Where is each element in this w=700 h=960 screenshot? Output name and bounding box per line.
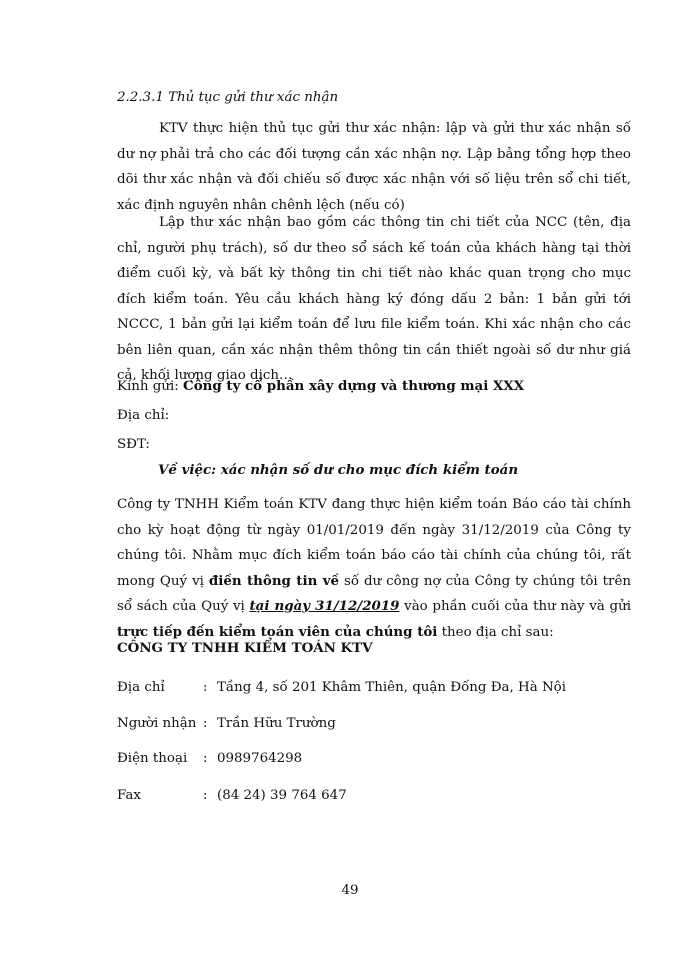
- section-title: 2.2.3.1 Thủ tục gửi thư xác nhận: [117, 90, 339, 105]
- info-value: Trần Hữu Trường: [217, 716, 336, 731]
- info-separator: :: [203, 680, 208, 695]
- info-separator: :: [203, 751, 208, 766]
- recipient-label: Kính gửi:: [117, 379, 184, 394]
- body-date: tại ngày 31/12/2019: [249, 598, 400, 614]
- info-value: 0989764298: [217, 751, 303, 766]
- body-text-1: Công ty TNHH Kiểm toán KTV đang thực hiện kiểm toán Báo cáo tài chính cho kỳ hoạt động từ ngày 01/01/2019 đến ngày 31/12/2019 của Công ty chúng tôi. Nhằm mục đích kiểm toán báo cáo tài chính của chúng tôi, rất mong Quý vị: [117, 497, 631, 589]
- recipient-company: Công ty cổ phần xây dựng và thương mại XXX: [183, 378, 525, 394]
- page-number: 49: [341, 883, 359, 898]
- auditor-company-name: CÔNG TY TNHH KIỂM TOÁN KTV: [117, 640, 373, 656]
- paragraph-letter-contents: Lập thư xác nhận bao gồm các thông tin chi tiết của NCC (tên, địa chỉ, người phụ trách), số dư theo sổ sách kế toán của khách hàng tại thời điểm cuối kỳ, và bất kỳ thông tin chi tiết nào khác quan trọng cho mục đích kiểm toán. Yêu cầu khách hàng ký đóng dấu 2 bản: 1 bản gửi tới NCCC, 1 bản gửi lại kiểm toán để lưu file kiểm toán. Khi xác nhận cho các bên liên quan, cần xác nhận thêm thông tin cần thiết ngoài số dư như giá cả, khối lượng giao dịch…: [117, 215, 631, 383]
- info-label: Người nhận: [117, 716, 197, 731]
- recipient-line: [117, 378, 524, 394]
- body-bold-fill-info: điền thông tin về: [208, 572, 339, 589]
- info-separator: :: [203, 716, 208, 731]
- body-text-4: theo địa chỉ sau:: [437, 624, 554, 640]
- letter-subject: Về việc: xác nhận số dư cho mục đích kiểm toán: [158, 462, 519, 478]
- body-text-3: vào phần cuối của thư này và gửi: [399, 599, 631, 614]
- info-separator: :: [203, 788, 208, 803]
- info-label: Fax: [117, 788, 141, 803]
- info-label: Điện thoại: [117, 751, 188, 766]
- body-text-2: số dư công nợ của Công ty chúng tôi trên sổ sách của Quý vị: [117, 573, 631, 614]
- body-bold-send-direct: trực tiếp đến kiểm toán viên của chúng tôi: [117, 623, 438, 640]
- paragraph-procedure: KTV thực hiện thủ tục gửi thư xác nhận: lập và gửi thư xác nhận số dư nợ phải trả cho các đối tượng cần xác nhận nợ. Lập bảng tổng hợp theo dõi thư xác nhận và đối chiếu số được xác nhận với số liệu trên sổ chi tiết, xác định nguyên nhân chênh lệch (nếu có): [117, 121, 631, 213]
- address-label: Địa chỉ:: [117, 408, 170, 423]
- info-label: Địa chỉ: [117, 680, 165, 695]
- info-value: Tầng 4, số 201 Khâm Thiên, quận Đống Đa, Hà Nội: [217, 680, 567, 695]
- phone-label: SĐT:: [117, 437, 150, 452]
- info-value: (84 24) 39 764 647: [217, 788, 347, 803]
- letter-body: [117, 492, 631, 645]
